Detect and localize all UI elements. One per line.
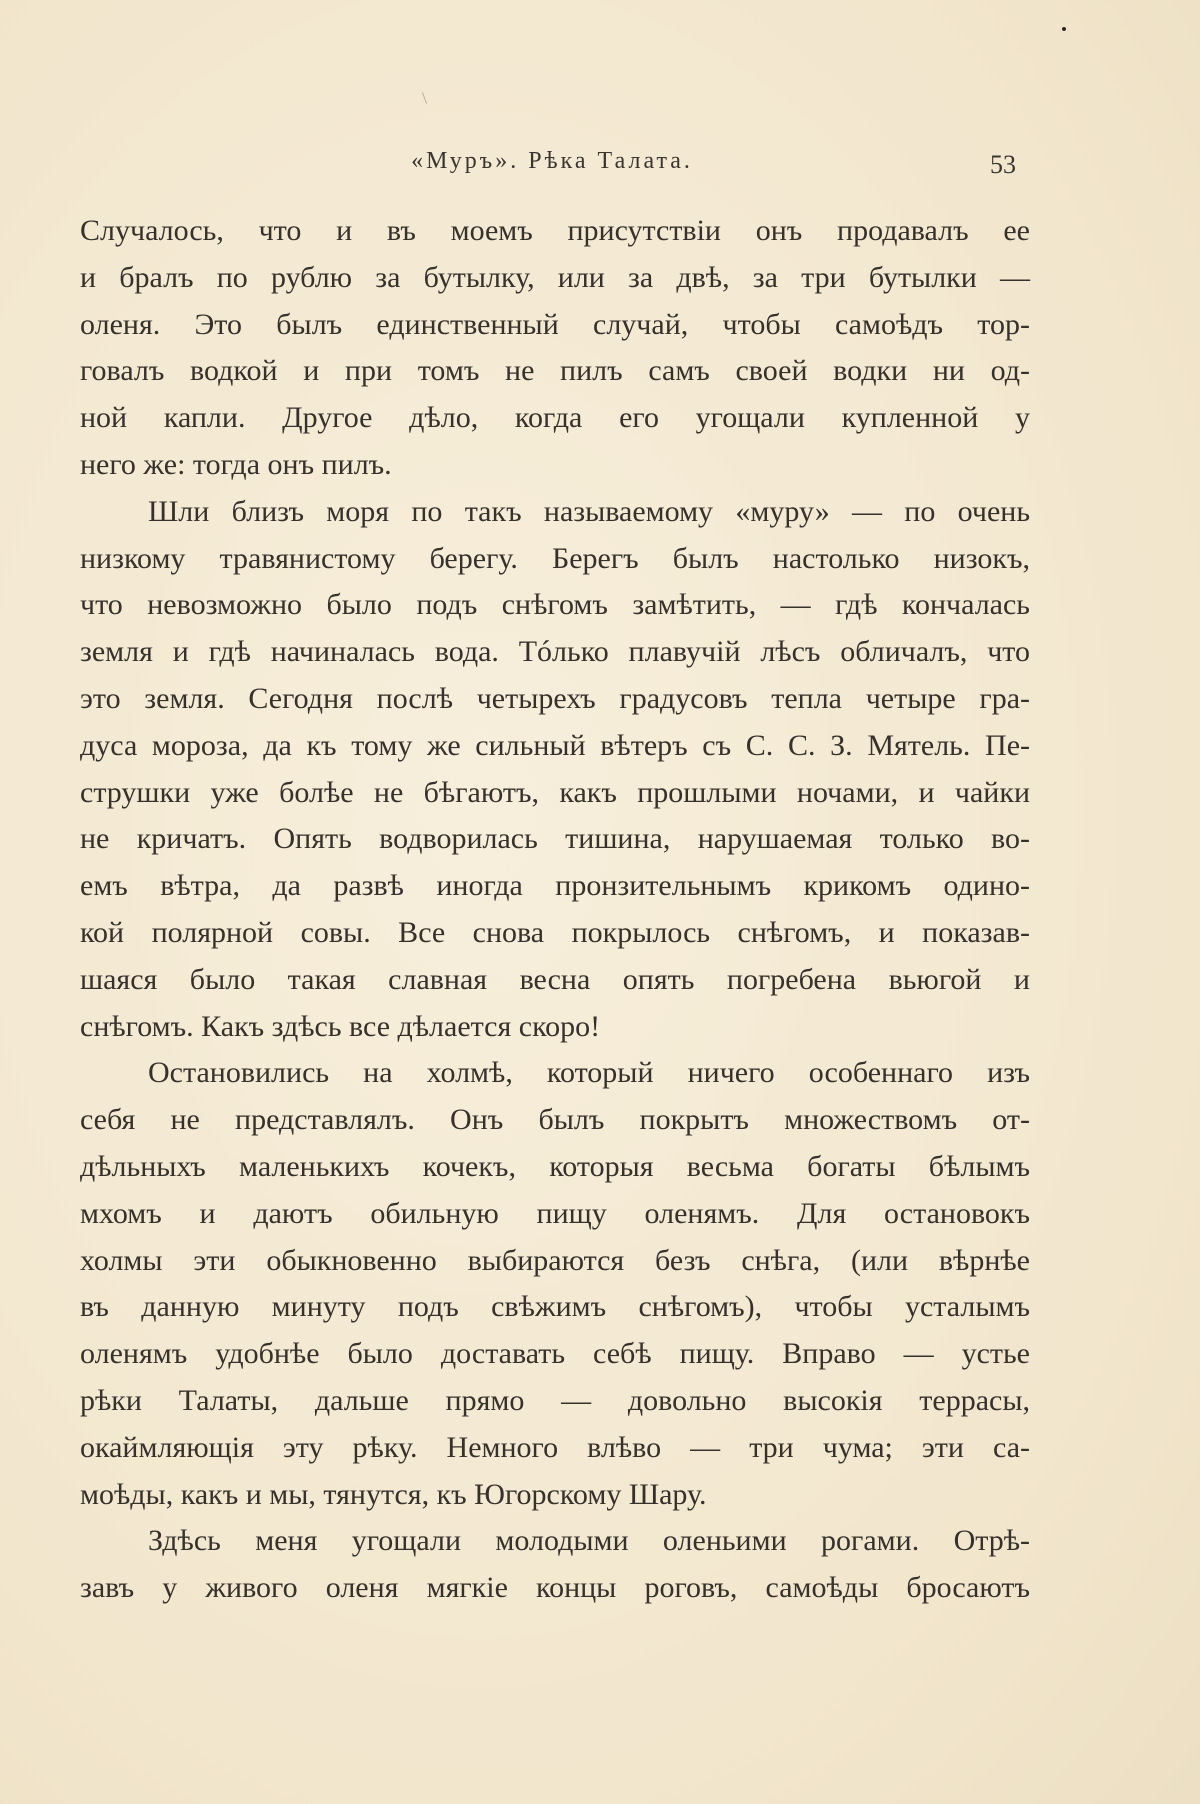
- text-line: холмы эти обыкновенно выбираются безъ снѣга, (или вѣрнѣе: [80, 1243, 1030, 1277]
- text-line: струшки уже болѣе не бѣгаютъ, какъ прошлыми ночами, и чайки: [80, 775, 1030, 809]
- text-line: земля и гдѣ начиналась вода. Тóлько плавучій лѣсъ обличалъ, что: [80, 635, 1030, 669]
- text-line: Случалось, что и въ моемъ присутствіи онъ продавалъ ее: [80, 214, 1030, 247]
- text-line: дуса мороза, да къ тому же сильный вѣтеръ съ С. С. З. Мятель. Пе-: [80, 728, 1030, 762]
- body-text: [80, 208, 1030, 1612]
- text-line: дѣльныхъ маленькихъ кочекъ, которыя весьма богаты бѣлымъ: [80, 1149, 1030, 1183]
- text-line: оленя. Это былъ единственный случай, чтобы самоѣдъ тор-: [80, 307, 1030, 341]
- paragraph: [80, 1518, 1030, 1612]
- text-line: оленямъ удобнѣе было доставать себѣ пищу. Вправо — устье: [80, 1337, 1030, 1371]
- text-line: въ данную минуту подъ свѣжимъ снѣгомъ), чтобы усталымъ: [80, 1290, 1030, 1324]
- text-line: емъ вѣтра, да развѣ иногда пронзительнымъ крикомъ одино-: [80, 869, 1030, 903]
- paper-speck: [422, 92, 427, 104]
- text-line: ной капли. Другое дѣло, когда его угощали купленной у: [80, 401, 1030, 435]
- paragraph: [80, 1050, 1030, 1518]
- text-line: завъ у живого оленя мягкіе концы роговъ, самоѣды бросаютъ: [80, 1571, 1030, 1605]
- text-line: моѣды, какъ и мы, тянутся, къ Югорскому Шару.: [80, 1477, 707, 1511]
- running-title: «Муръ». Рѣка Талата.: [411, 148, 693, 174]
- text-line: него же: тогда онъ пилъ.: [80, 447, 392, 481]
- text-line: шаяся было такая славная весна опять погребена вьюгой и: [80, 962, 1030, 996]
- text-line: рѣки Талаты, дальше прямо — довольно высокія террасы,: [80, 1383, 1030, 1417]
- text-line: себя не представлялъ. Онъ былъ покрытъ множествомъ от-: [80, 1103, 1030, 1137]
- text-line: снѣгомъ. Какъ здѣсь все дѣлается скоро!: [80, 1009, 601, 1043]
- text-line: это земля. Сегодня послѣ четырехъ градусовъ тепла четыре гра-: [80, 681, 1030, 715]
- text-line: окаймляющія эту рѣку. Немного влѣво — три чума; эти са-: [80, 1430, 1030, 1464]
- paragraph: [80, 489, 1030, 1051]
- text-line: мхомъ и даютъ обильную пищу оленямъ. Для остановокъ: [80, 1196, 1030, 1230]
- text-line: низкому травянистому берегу. Берегъ былъ настолько низокъ,: [80, 541, 1030, 575]
- text-line: Шли близъ моря по такъ называемому «муру» — по очень: [148, 494, 1030, 528]
- ink-dot: [1062, 27, 1066, 31]
- text-line: и бралъ по рублю за бутылку, или за двѣ, за три бутылки —: [80, 260, 1030, 294]
- text-line: Остановились на холмѣ, который ничего особеннаго изъ: [148, 1056, 1030, 1090]
- text-line: что невозможно было подъ снѣгомъ замѣтить, — гдѣ кончалась: [80, 588, 1030, 622]
- text-line: говалъ водкой и при томъ не пилъ самъ своей водки ни од-: [80, 354, 1030, 388]
- text-line: Здѣсь меня угощали молодыми оленьими рогами. Отрѣ-: [148, 1524, 1030, 1558]
- paragraph: [80, 208, 1030, 489]
- text-line: кой полярной совы. Все снова покрылось снѣгомъ, и показав-: [80, 915, 1030, 949]
- page-number: 53: [990, 150, 1016, 179]
- text-line: не кричатъ. Опять водворилась тишина, нарушаемая только во-: [80, 822, 1030, 856]
